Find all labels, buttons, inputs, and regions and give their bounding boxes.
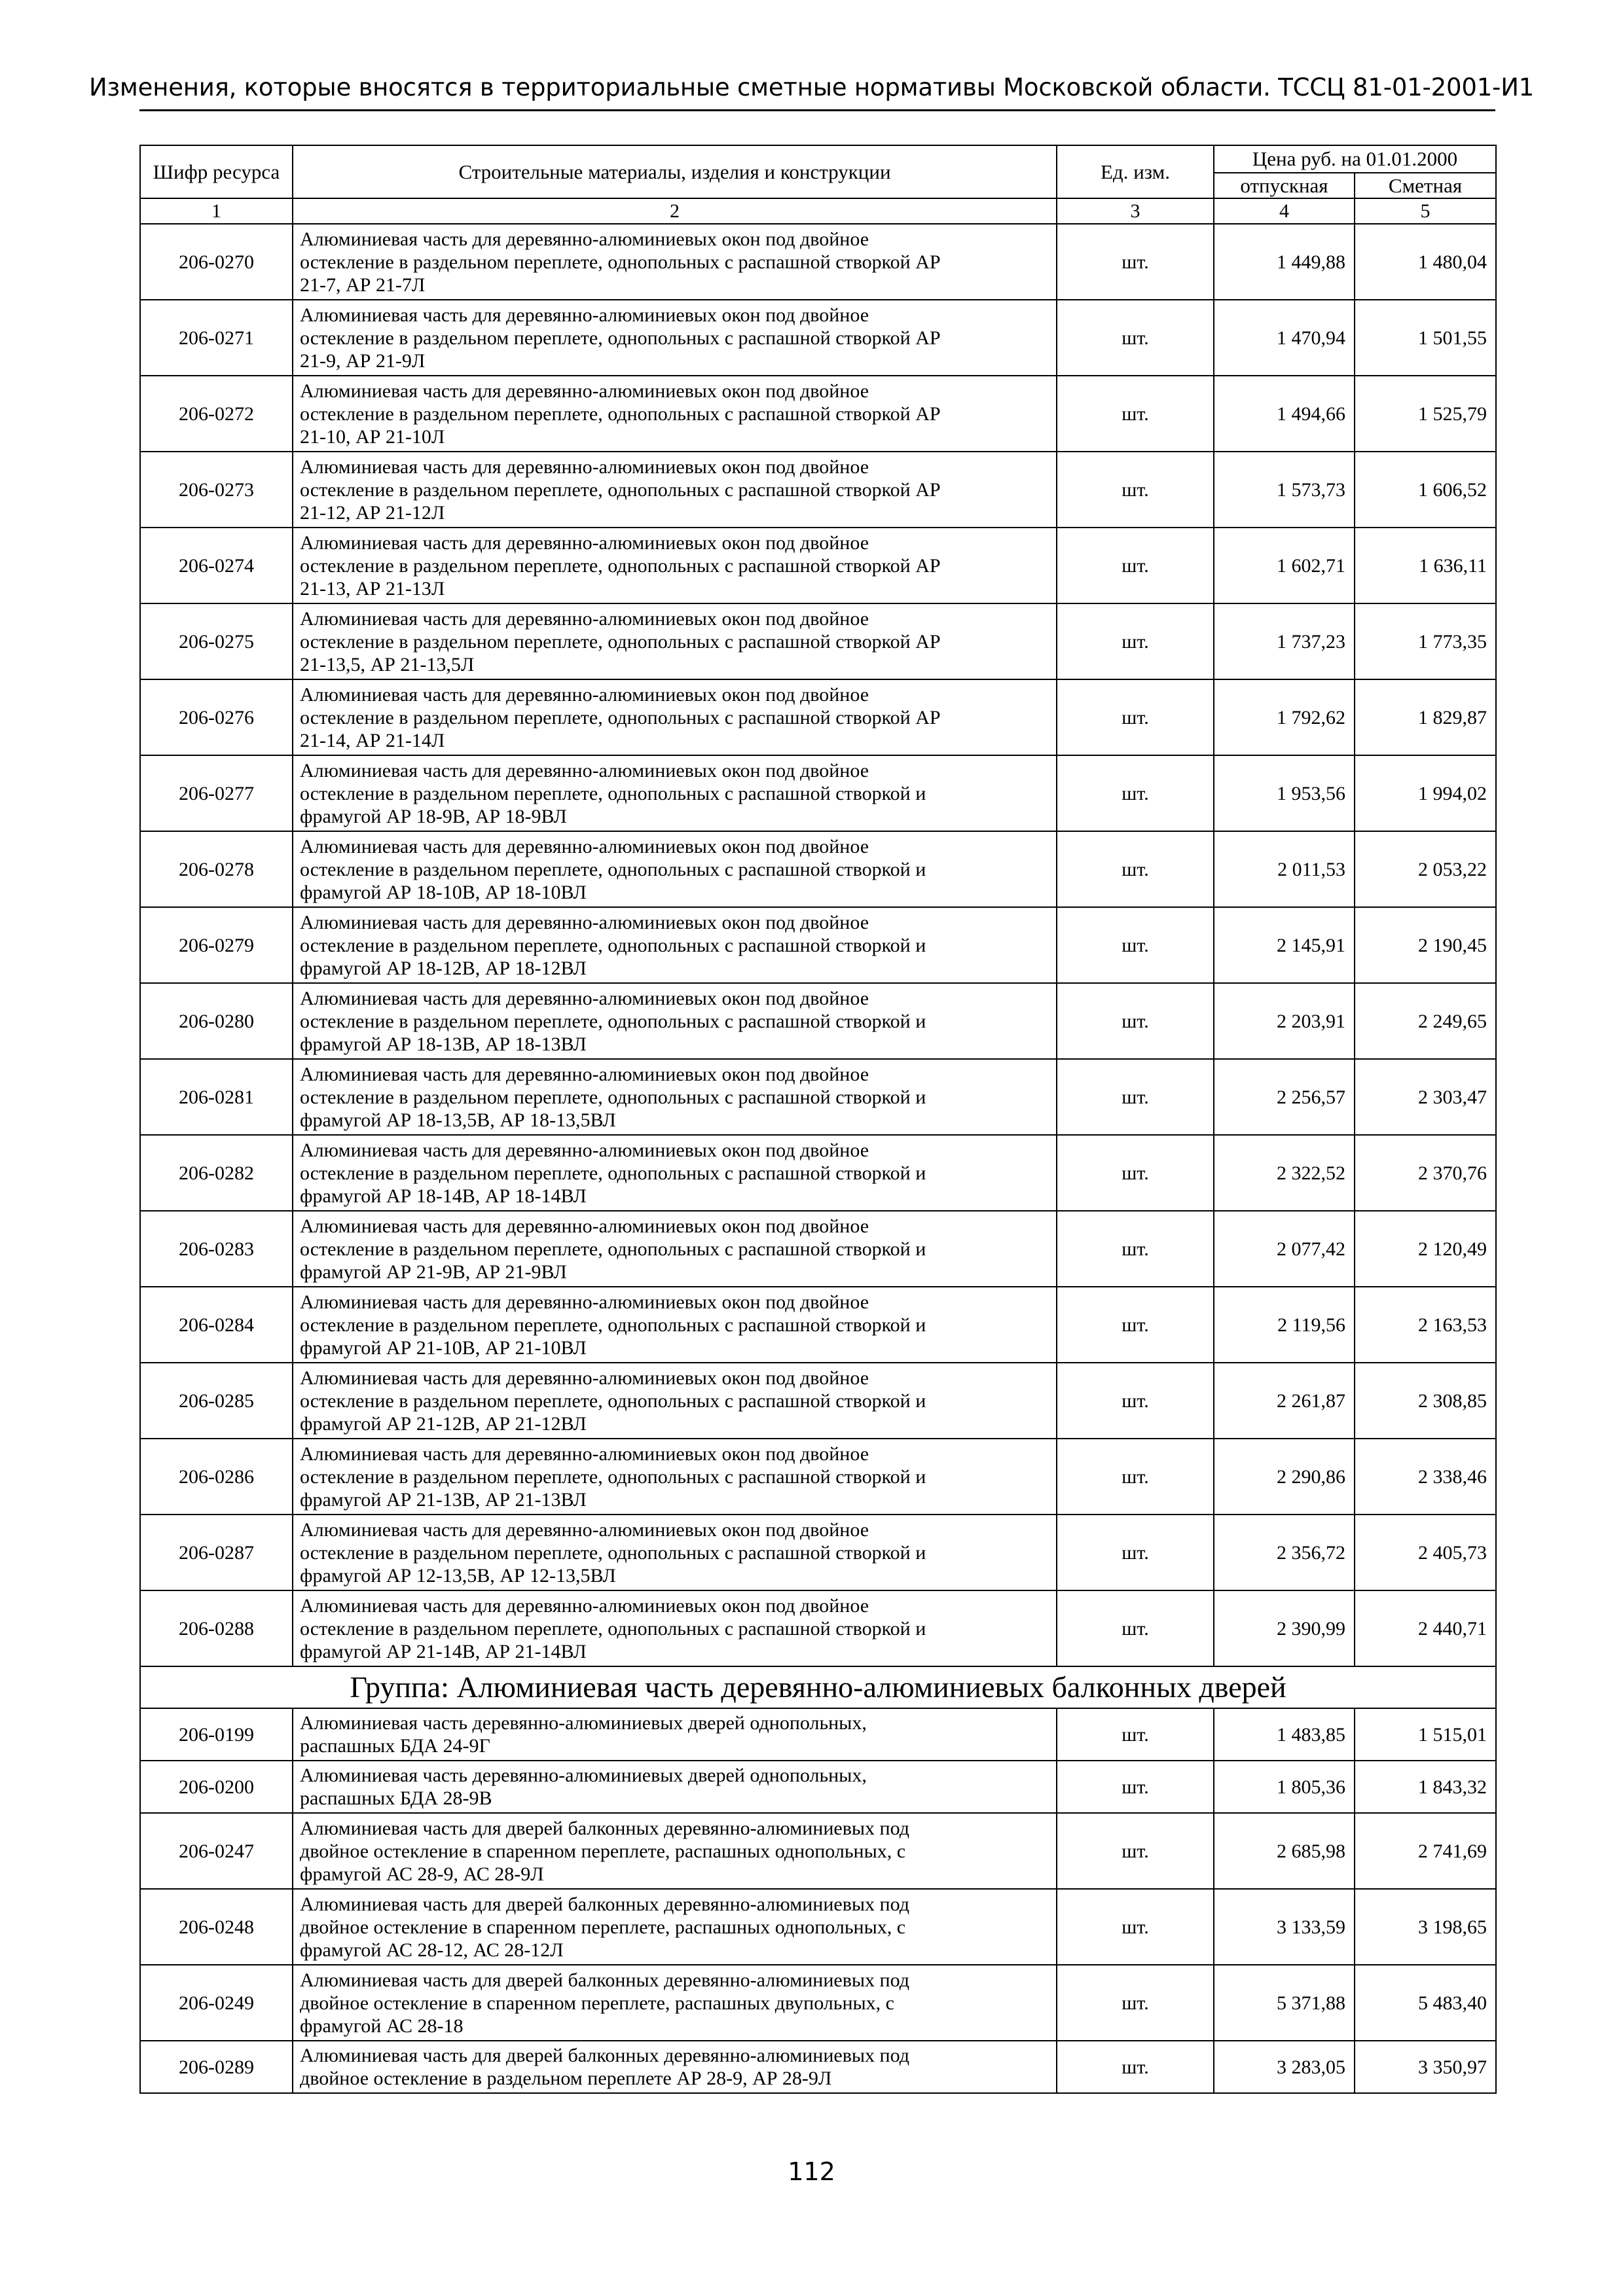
material-description xyxy=(293,224,1057,300)
description-line: фрамугой АР 21-13В, АР 21-13ВЛ xyxy=(300,1488,587,1511)
table-row xyxy=(140,1708,1496,1761)
price-release: 2 077,42 xyxy=(1214,1211,1355,1287)
price-estimate: 2 303,47 xyxy=(1355,1059,1496,1135)
unit-of-measure: шт. xyxy=(1057,603,1214,679)
unit-of-measure: шт. xyxy=(1057,1761,1214,1813)
description-line: Алюминиевая часть для деревянно-алюминиевых окон под двойное xyxy=(300,380,869,402)
description-line: 21-13, АР 21-13Л xyxy=(300,577,445,600)
table-row xyxy=(140,755,1496,831)
material-description xyxy=(293,983,1057,1059)
description-line: остекление в раздельном переплете, однопольных с распашной створкой и xyxy=(300,1010,926,1032)
description-line: распашных БДА 24-9Г xyxy=(300,1735,490,1757)
resource-code: 206-0283 xyxy=(140,1211,293,1287)
table-row xyxy=(140,1965,1496,2041)
description-line: фрамугой АР 12-13,5В, АР 12-13,5ВЛ xyxy=(300,1564,616,1587)
unit-of-measure: шт. xyxy=(1057,1813,1214,1889)
description-line: двойное остекление в спаренном переплете, распашных двупольных, с xyxy=(300,1992,894,2014)
unit-of-measure: шт. xyxy=(1057,1515,1214,1590)
description-line: остекление в раздельном переплете, однопольных с распашной створкой АР xyxy=(300,327,941,349)
unit-of-measure: шт. xyxy=(1057,755,1214,831)
description-line: фрамугой АР 18-13В, АР 18-13ВЛ xyxy=(300,1033,587,1055)
resource-code: 206-0287 xyxy=(140,1515,293,1590)
price-estimate: 1 501,55 xyxy=(1355,300,1496,376)
resource-code: 206-0200 xyxy=(140,1761,293,1813)
material-description xyxy=(293,2041,1057,2093)
description-line: Алюминиевая часть для деревянно-алюминиевых окон под двойное xyxy=(300,1594,869,1617)
description-line: Алюминиевая часть для деревянно-алюминиевых окон под двойное xyxy=(300,228,869,250)
table-row xyxy=(140,1211,1496,1287)
description-line: Алюминиевая часть для деревянно-алюминиевых окон под двойное xyxy=(300,835,869,857)
description-line: Алюминиевая часть для деревянно-алюминиевых окон под двойное xyxy=(300,1063,869,1085)
price-release: 1 805,36 xyxy=(1214,1761,1355,1813)
table-header xyxy=(140,145,1496,224)
price-release: 2 203,91 xyxy=(1214,983,1355,1059)
material-description xyxy=(293,452,1057,528)
unit-of-measure: шт. xyxy=(1057,907,1214,983)
price-estimate: 2 405,73 xyxy=(1355,1515,1496,1590)
material-description xyxy=(293,1363,1057,1439)
table-row xyxy=(140,1813,1496,1889)
price-release: 2 290,86 xyxy=(1214,1439,1355,1515)
price-estimate: 1 515,01 xyxy=(1355,1708,1496,1761)
material-description xyxy=(293,1590,1057,1666)
description-line: остекление в раздельном переплете, однопольных с распашной створкой и xyxy=(300,1617,926,1640)
material-description xyxy=(293,1439,1057,1515)
table-row xyxy=(140,1439,1496,1515)
price-release: 2 390,99 xyxy=(1214,1590,1355,1666)
description-line: двойное остекление в спаренном переплете, распашных однопольных, с xyxy=(300,1840,906,1862)
resource-code: 206-0282 xyxy=(140,1135,293,1211)
description-line: Алюминиевая часть для деревянно-алюминиевых окон под двойное xyxy=(300,683,869,706)
price-release: 2 256,57 xyxy=(1214,1059,1355,1135)
description-line: Алюминиевая часть для деревянно-алюминиевых окон под двойное xyxy=(300,911,869,933)
price-estimate: 1 829,87 xyxy=(1355,679,1496,755)
unit-of-measure: шт. xyxy=(1057,1287,1214,1363)
price-estimate: 2 190,45 xyxy=(1355,907,1496,983)
price-estimate: 2 440,71 xyxy=(1355,1590,1496,1666)
price-release: 1 792,62 xyxy=(1214,679,1355,755)
resource-code: 206-0277 xyxy=(140,755,293,831)
resource-code: 206-0276 xyxy=(140,679,293,755)
unit-of-measure: шт. xyxy=(1057,831,1214,907)
unit-of-measure: шт. xyxy=(1057,1965,1214,2041)
description-line: Алюминиевая часть для деревянно-алюминиевых окон под двойное xyxy=(300,531,869,554)
description-line: остекление в раздельном переплете, однопольных с распашной створкой АР xyxy=(300,630,941,653)
material-description xyxy=(293,1965,1057,2041)
material-description xyxy=(293,603,1057,679)
table-row xyxy=(140,679,1496,755)
price-estimate: 3 198,65 xyxy=(1355,1889,1496,1965)
description-line: Алюминиевая часть для деревянно-алюминиевых окон под двойное xyxy=(300,987,869,1009)
resource-code: 206-0272 xyxy=(140,376,293,452)
description-line: остекление в раздельном переплете, однопольных с распашной створкой АР xyxy=(300,403,941,425)
column-number: 3 xyxy=(1057,198,1214,224)
table-row xyxy=(140,1590,1496,1666)
material-description xyxy=(293,1515,1057,1590)
description-line: Алюминиевая часть для деревянно-алюминиевых окон под двойное xyxy=(300,456,869,478)
resource-code: 206-0249 xyxy=(140,1965,293,2041)
price-estimate: 2 308,85 xyxy=(1355,1363,1496,1439)
column-header-price-estimate: Сметная xyxy=(1355,173,1496,198)
column-numbers-row xyxy=(140,198,1496,224)
table-row xyxy=(140,2041,1496,2093)
column-number: 5 xyxy=(1355,198,1496,224)
resource-code: 206-0281 xyxy=(140,1059,293,1135)
price-release: 2 685,98 xyxy=(1214,1813,1355,1889)
material-description xyxy=(293,1889,1057,1965)
resource-code: 206-0248 xyxy=(140,1889,293,1965)
table-row xyxy=(140,224,1496,300)
price-estimate: 1 525,79 xyxy=(1355,376,1496,452)
table-row xyxy=(140,1889,1496,1965)
description-line: остекление в раздельном переплете, однопольных с распашной створкой и xyxy=(300,1390,926,1412)
resource-code: 206-0285 xyxy=(140,1363,293,1439)
price-estimate: 1 773,35 xyxy=(1355,603,1496,679)
description-line: 21-7, АР 21-7Л xyxy=(300,274,426,296)
price-release: 1 737,23 xyxy=(1214,603,1355,679)
material-description xyxy=(293,376,1057,452)
description-line: Алюминиевая часть для деревянно-алюминиевых окон под двойное xyxy=(300,607,869,630)
description-line: остекление в раздельном переплете, однопольных с распашной створкой АР xyxy=(300,251,941,273)
description-line: Алюминиевая часть для дверей балконных деревянно-алюминиевых под xyxy=(300,1893,909,1915)
table-row xyxy=(140,1515,1496,1590)
description-line: фрамугой АР 18-14В, АР 18-14ВЛ xyxy=(300,1185,587,1207)
unit-of-measure: шт. xyxy=(1057,224,1214,300)
description-line: Алюминиевая часть для деревянно-алюминиевых окон под двойное xyxy=(300,1367,869,1389)
column-header-price-group: Цена руб. на 01.01.2000 xyxy=(1214,145,1496,173)
price-estimate: 2 120,49 xyxy=(1355,1211,1496,1287)
description-line: Алюминиевая часть для деревянно-алюминиевых окон под двойное xyxy=(300,1291,869,1313)
description-line: остекление в раздельном переплете, однопольных с распашной створкой и xyxy=(300,1541,926,1564)
description-line: фрамугой АС 28-18 xyxy=(300,2015,464,2037)
price-release: 1 483,85 xyxy=(1214,1708,1355,1761)
table-row xyxy=(140,983,1496,1059)
price-estimate: 3 350,97 xyxy=(1355,2041,1496,2093)
description-line: остекление в раздельном переплете, однопольных с распашной створкой и xyxy=(300,1465,926,1488)
description-line: Алюминиевая часть для дверей балконных деревянно-алюминиевых под xyxy=(300,1817,909,1839)
description-line: распашных БДА 28-9В xyxy=(300,1787,492,1809)
resource-code: 206-0273 xyxy=(140,452,293,528)
table-row xyxy=(140,452,1496,528)
price-release: 1 573,73 xyxy=(1214,452,1355,528)
description-line: фрамугой АР 18-9В, АР 18-9ВЛ xyxy=(300,805,567,827)
material-description xyxy=(293,1708,1057,1761)
resource-code: 206-0199 xyxy=(140,1708,293,1761)
description-line: остекление в раздельном переплете, однопольных с распашной створкой и xyxy=(300,934,926,956)
table-body xyxy=(140,224,1496,2093)
price-release: 2 011,53 xyxy=(1214,831,1355,907)
description-line: Алюминиевая часть деревянно-алюминиевых дверей однопольных, xyxy=(300,1712,867,1734)
price-release: 2 119,56 xyxy=(1214,1287,1355,1363)
price-estimate: 2 370,76 xyxy=(1355,1135,1496,1211)
price-estimate: 5 483,40 xyxy=(1355,1965,1496,2041)
table-row xyxy=(140,831,1496,907)
material-description xyxy=(293,300,1057,376)
description-line: остекление в раздельном переплете, однопольных с распашной створкой и xyxy=(300,1314,926,1336)
resource-code: 206-0289 xyxy=(140,2041,293,2093)
material-description xyxy=(293,528,1057,603)
material-description xyxy=(293,679,1057,755)
resource-code: 206-0288 xyxy=(140,1590,293,1666)
price-release: 5 371,88 xyxy=(1214,1965,1355,2041)
resource-code: 206-0274 xyxy=(140,528,293,603)
column-number: 1 xyxy=(140,198,293,224)
unit-of-measure: шт. xyxy=(1057,528,1214,603)
unit-of-measure: шт. xyxy=(1057,1590,1214,1666)
description-line: 21-9, АР 21-9Л xyxy=(300,350,426,372)
table-row xyxy=(140,528,1496,603)
price-release: 3 283,05 xyxy=(1214,2041,1355,2093)
price-release: 1 470,94 xyxy=(1214,300,1355,376)
price-estimate: 2 338,46 xyxy=(1355,1439,1496,1515)
table-row xyxy=(140,1059,1496,1135)
description-line: остекление в раздельном переплете, однопольных с распашной створкой АР xyxy=(300,706,941,728)
description-line: фрамугой АР 21-10В, АР 21-10ВЛ xyxy=(300,1336,587,1359)
description-line: фрамугой АР 21-14В, АР 21-14ВЛ xyxy=(300,1640,587,1662)
description-line: фрамугой АР 18-12В, АР 18-12ВЛ xyxy=(300,957,587,979)
table-row xyxy=(140,1761,1496,1813)
price-table xyxy=(139,145,1497,2094)
resource-code: 206-0275 xyxy=(140,603,293,679)
description-line: остекление в раздельном переплете, однопольных с распашной створкой АР xyxy=(300,554,941,577)
description-line: фрамугой АР 18-13,5В, АР 18-13,5ВЛ xyxy=(300,1109,616,1131)
price-release: 2 145,91 xyxy=(1214,907,1355,983)
material-description xyxy=(293,1761,1057,1813)
running-header: Изменения, которые вносятся в территориальные сметные нормативы Московской области. ТССЦ 81-01-2001-И1 xyxy=(88,73,1535,101)
price-estimate: 2 053,22 xyxy=(1355,831,1496,907)
description-line: фрамугой АР 18-10В, АР 18-10ВЛ xyxy=(300,881,587,903)
price-estimate: 1 843,32 xyxy=(1355,1761,1496,1813)
description-line: Алюминиевая часть деревянно-алюминиевых дверей однопольных, xyxy=(300,1765,867,1786)
unit-of-measure: шт. xyxy=(1057,300,1214,376)
price-release: 2 356,72 xyxy=(1214,1515,1355,1590)
unit-of-measure: шт. xyxy=(1057,1708,1214,1761)
table-row xyxy=(140,1363,1496,1439)
resource-code: 206-0247 xyxy=(140,1813,293,1889)
description-line: остекление в раздельном переплете, однопольных с распашной створкой и xyxy=(300,1086,926,1108)
table-row xyxy=(140,1287,1496,1363)
unit-of-measure: шт. xyxy=(1057,679,1214,755)
description-line: остекление в раздельном переплете, однопольных с распашной створкой и xyxy=(300,782,926,804)
price-release: 1 602,71 xyxy=(1214,528,1355,603)
price-estimate: 2 741,69 xyxy=(1355,1813,1496,1889)
unit-of-measure: шт. xyxy=(1057,1363,1214,1439)
unit-of-measure: шт. xyxy=(1057,1889,1214,1965)
description-line: 21-12, АР 21-12Л xyxy=(300,501,445,524)
column-number: 2 xyxy=(293,198,1057,224)
unit-of-measure: шт. xyxy=(1057,2041,1214,2093)
material-description xyxy=(293,1059,1057,1135)
description-line: фрамугой АР 21-9В, АР 21-9ВЛ xyxy=(300,1261,567,1283)
description-line: остекление в раздельном переплете, однопольных с распашной створкой и xyxy=(300,1238,926,1260)
description-line: остекление в раздельном переплете, однопольных с распашной створкой АР xyxy=(300,478,941,501)
price-estimate: 2 163,53 xyxy=(1355,1287,1496,1363)
unit-of-measure: шт. xyxy=(1057,1135,1214,1211)
price-release: 1 494,66 xyxy=(1214,376,1355,452)
column-header-unit: Ед. изм. xyxy=(1057,145,1214,198)
description-line: 21-14, АР 21-14Л xyxy=(300,729,445,751)
material-description xyxy=(293,1135,1057,1211)
resource-code: 206-0278 xyxy=(140,831,293,907)
resource-code: 206-0286 xyxy=(140,1439,293,1515)
description-line: Алюминиевая часть для деревянно-алюминиевых окон под двойное xyxy=(300,759,869,781)
column-number: 4 xyxy=(1214,198,1355,224)
description-line: двойное остекление в раздельном переплете АР 28-9, АР 28-9Л xyxy=(300,2068,832,2089)
material-description xyxy=(293,1287,1057,1363)
unit-of-measure: шт. xyxy=(1057,376,1214,452)
description-line: двойное остекление в спаренном переплете, распашных однопольных, с xyxy=(300,1916,906,1938)
table-row xyxy=(140,907,1496,983)
column-header-price-release: отпускная xyxy=(1214,173,1355,198)
resource-code: 206-0271 xyxy=(140,300,293,376)
unit-of-measure: шт. xyxy=(1057,983,1214,1059)
material-description xyxy=(293,1211,1057,1287)
price-release: 2 322,52 xyxy=(1214,1135,1355,1211)
resource-code: 206-0280 xyxy=(140,983,293,1059)
description-line: фрамугой АР 21-12В, АР 21-12ВЛ xyxy=(300,1412,587,1435)
description-line: остекление в раздельном переплете, однопольных с распашной створкой и xyxy=(300,1162,926,1184)
header-divider xyxy=(139,109,1495,111)
description-line: Алюминиевая часть для дверей балконных деревянно-алюминиевых под xyxy=(300,2045,909,2066)
material-description xyxy=(293,831,1057,907)
group-heading-row xyxy=(140,1666,1496,1708)
description-line: Алюминиевая часть для деревянно-алюминиевых окон под двойное xyxy=(300,1518,869,1541)
table-row xyxy=(140,603,1496,679)
price-estimate: 2 249,65 xyxy=(1355,983,1496,1059)
description-line: фрамугой АС 28-9, АС 28-9Л xyxy=(300,1863,544,1885)
table-row xyxy=(140,376,1496,452)
description-line: Алюминиевая часть для деревянно-алюминиевых окон под двойное xyxy=(300,1215,869,1237)
description-line: фрамугой АС 28-12, АС 28-12Л xyxy=(300,1939,564,1961)
column-header-material: Строительные материалы, изделия и конструкции xyxy=(293,145,1057,198)
unit-of-measure: шт. xyxy=(1057,1059,1214,1135)
description-line: остекление в раздельном переплете, однопольных с распашной створкой и xyxy=(300,858,926,880)
resource-code: 206-0284 xyxy=(140,1287,293,1363)
price-estimate: 1 994,02 xyxy=(1355,755,1496,831)
description-line: Алюминиевая часть для деревянно-алюминиевых окон под двойное xyxy=(300,304,869,326)
unit-of-measure: шт. xyxy=(1057,1439,1214,1515)
resource-code: 206-0279 xyxy=(140,907,293,983)
price-estimate: 1 480,04 xyxy=(1355,224,1496,300)
group-heading: Группа: Алюминиевая часть деревянно-алюминиевых балконных дверей xyxy=(140,1666,1496,1708)
description-line: Алюминиевая часть для деревянно-алюминиевых окон под двойное xyxy=(300,1139,869,1161)
price-release: 2 261,87 xyxy=(1214,1363,1355,1439)
resource-code: 206-0270 xyxy=(140,224,293,300)
price-estimate: 1 606,52 xyxy=(1355,452,1496,528)
material-description xyxy=(293,755,1057,831)
description-line: 21-13,5, АР 21-13,5Л xyxy=(300,653,475,675)
unit-of-measure: шт. xyxy=(1057,1211,1214,1287)
unit-of-measure: шт. xyxy=(1057,452,1214,528)
price-release: 3 133,59 xyxy=(1214,1889,1355,1965)
price-release: 1 953,56 xyxy=(1214,755,1355,831)
description-line: Алюминиевая часть для деревянно-алюминиевых окон под двойное xyxy=(300,1443,869,1465)
price-estimate: 1 636,11 xyxy=(1355,528,1496,603)
description-line: 21-10, АР 21-10Л xyxy=(300,425,445,448)
table-row xyxy=(140,300,1496,376)
material-description xyxy=(293,1813,1057,1889)
description-line: Алюминиевая часть для дверей балконных деревянно-алюминиевых под xyxy=(300,1969,909,1991)
material-description xyxy=(293,907,1057,983)
table-row xyxy=(140,1135,1496,1211)
column-header-code: Шифр ресурса xyxy=(140,145,293,198)
price-release: 1 449,88 xyxy=(1214,224,1355,300)
page-number: 112 xyxy=(788,2157,835,2186)
